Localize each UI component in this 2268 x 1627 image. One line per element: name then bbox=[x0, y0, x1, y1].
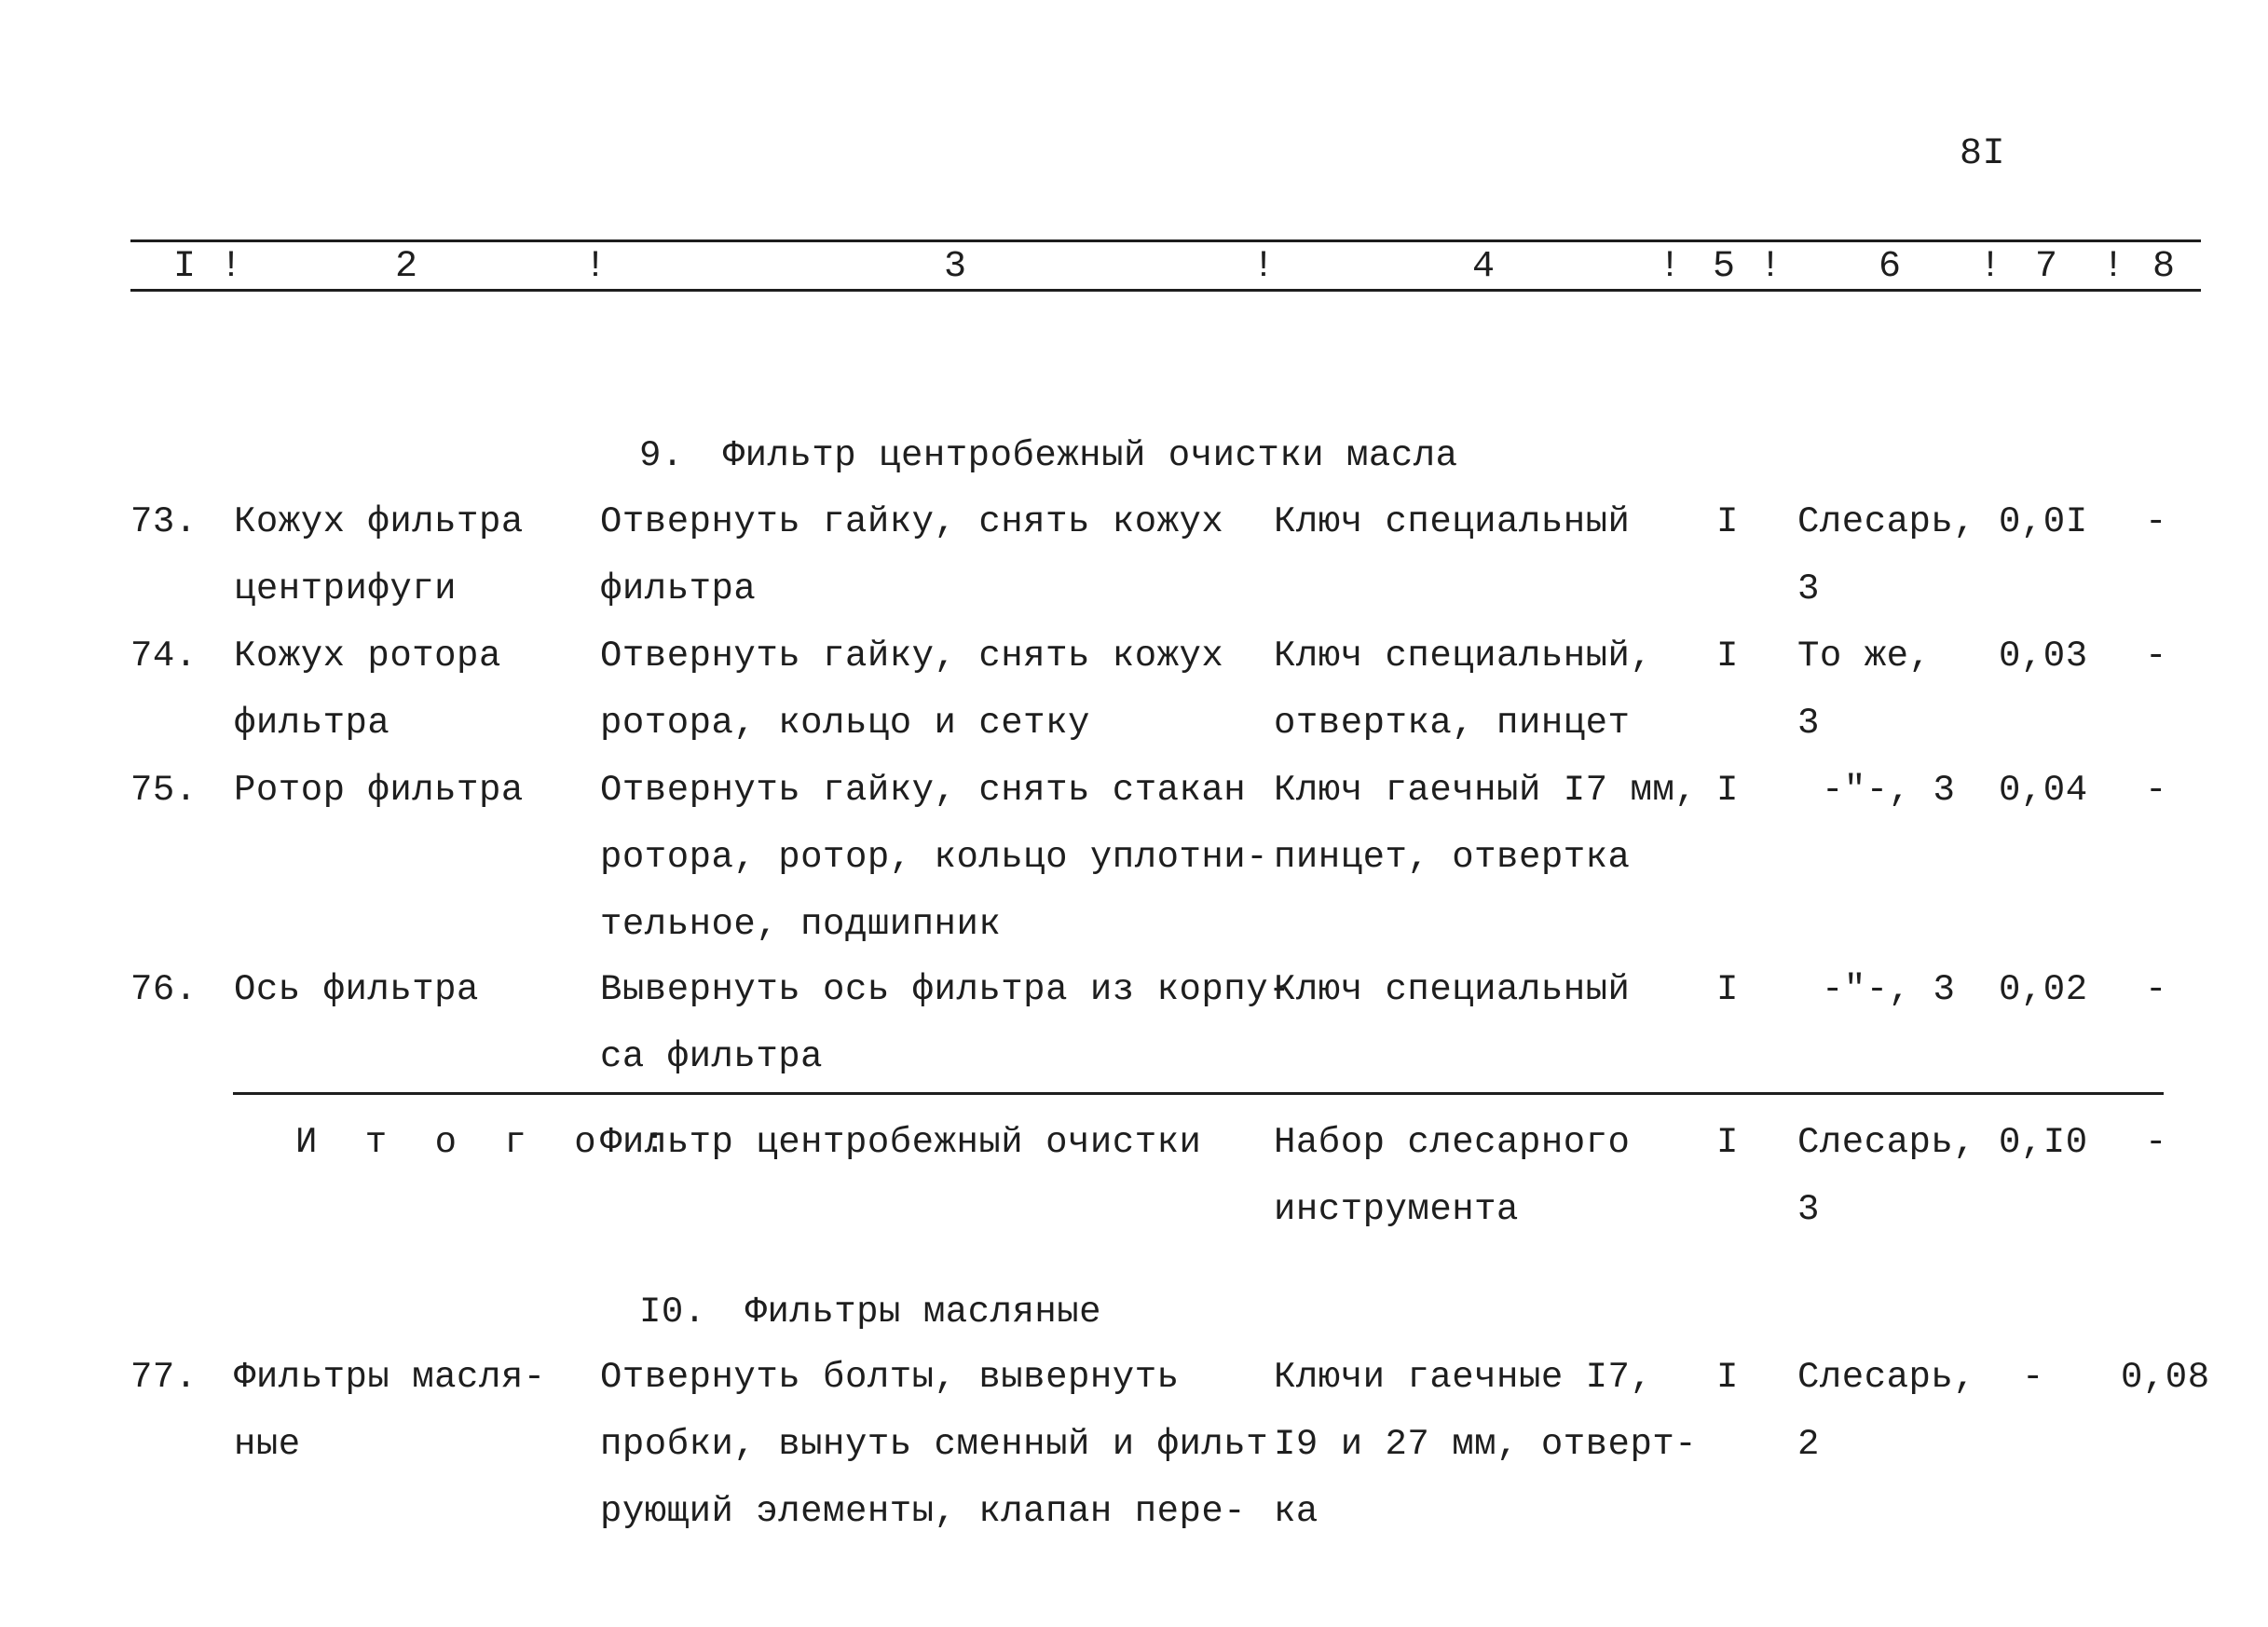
col7-value: 0,03 bbox=[1999, 636, 2088, 677]
col-header-separator: ! bbox=[1759, 246, 1783, 288]
worker-line: Слесарь, bbox=[1797, 501, 1976, 542]
operation-line: Вывернуть ось фильтра из корпу- bbox=[600, 969, 1291, 1010]
col7-value: 0,I0 bbox=[1999, 1122, 2088, 1163]
tools-line: Ключ гаечный I7 мм, bbox=[1274, 770, 1698, 811]
page-number: 8I bbox=[1960, 133, 2006, 175]
quantity: I bbox=[1716, 1357, 1739, 1398]
section-title: Фильтр центробежный очистки масла bbox=[722, 435, 1458, 476]
col8-value: - bbox=[2145, 501, 2167, 542]
operation-line: фильтра bbox=[600, 568, 757, 609]
operation-line: тельное, подшипник bbox=[600, 904, 1002, 945]
tools-line: Ключ специальный bbox=[1274, 501, 1631, 542]
col-header-2: 2 bbox=[395, 246, 418, 288]
col8-value: - bbox=[2145, 969, 2167, 1010]
col-header-7: 7 bbox=[2035, 246, 2058, 288]
row-number: 77. bbox=[130, 1357, 198, 1398]
section-number: I0. bbox=[639, 1292, 706, 1333]
tools-line: отвертка, пинцет bbox=[1274, 703, 1631, 744]
worker-line: 2 bbox=[1797, 1424, 1820, 1465]
col-header-4: 4 bbox=[1472, 246, 1496, 288]
col7-value: 0,04 bbox=[1999, 770, 2088, 811]
row-number: 75. bbox=[130, 770, 198, 811]
col7-value: - bbox=[2022, 1357, 2044, 1398]
part-name-line: ные bbox=[234, 1424, 301, 1465]
quantity: I bbox=[1716, 770, 1739, 811]
total-label: И т о г о : bbox=[295, 1122, 679, 1163]
part-name-line: Кожух ротора bbox=[234, 636, 501, 677]
worker-line: 3 bbox=[1797, 703, 1820, 744]
section-number: 9. bbox=[639, 435, 684, 476]
quantity: I bbox=[1716, 1122, 1739, 1163]
operation-line: Отвернуть гайку, снять стакан bbox=[600, 770, 1247, 811]
row-number: 73. bbox=[130, 501, 198, 542]
col-header-separator: ! bbox=[1979, 246, 2002, 288]
tools-line: Ключ специальный bbox=[1274, 969, 1631, 1010]
tools-line: I9 и 27 мм, отверт- bbox=[1274, 1424, 1698, 1465]
operation-line: ротора, ротор, кольцо уплотни- bbox=[600, 837, 1269, 878]
col7-value: 0,0I bbox=[1999, 501, 2088, 542]
operation-line: Фильтр центробежный очистки bbox=[600, 1122, 1202, 1163]
worker-line: Слесарь, bbox=[1797, 1122, 1976, 1163]
tools-line: пинцет, отвертка bbox=[1274, 837, 1631, 878]
part-name-line: Кожух фильтра bbox=[234, 501, 524, 542]
col-header-8: 8 bbox=[2152, 246, 2176, 288]
col-header-6: 6 bbox=[1879, 246, 1902, 288]
col-header-separator: ! bbox=[2102, 246, 2125, 288]
tools-line: Ключи гаечные I7, bbox=[1274, 1357, 1653, 1398]
worker-line: То же, bbox=[1797, 636, 1932, 677]
section-title: Фильтры масляные bbox=[745, 1292, 1102, 1333]
quantity: I bbox=[1716, 501, 1739, 542]
worker-line: 3 bbox=[1797, 568, 1820, 609]
worker-line: 3 bbox=[1797, 1189, 1820, 1230]
col8-value: 0,08 bbox=[2121, 1357, 2210, 1398]
part-name-line: Фильтры масля- bbox=[234, 1357, 546, 1398]
worker-line: -"-, 3 bbox=[1822, 770, 1956, 811]
col-header-separator: ! bbox=[1659, 246, 1682, 288]
col-header-separator: ! bbox=[584, 246, 608, 288]
part-name-line: Ось фильтра bbox=[234, 969, 479, 1010]
worker-line: Слесарь, bbox=[1797, 1357, 1976, 1398]
section-heading bbox=[639, 422, 1458, 489]
row-number: 76. bbox=[130, 969, 198, 1010]
worker-line: -"-, 3 bbox=[1822, 969, 1956, 1010]
total-rule bbox=[233, 1092, 2164, 1095]
tools-line: ка bbox=[1274, 1491, 1318, 1532]
part-name-line: Ротор фильтра bbox=[234, 770, 524, 811]
col8-value: - bbox=[2145, 770, 2167, 811]
col-header-3: 3 bbox=[944, 246, 967, 288]
quantity: I bbox=[1716, 969, 1739, 1010]
section-heading bbox=[639, 1278, 1101, 1346]
operation-line: Отвернуть болты, вывернуть bbox=[600, 1357, 1180, 1398]
operation-line: са фильтра bbox=[600, 1036, 824, 1077]
col-header-5: 5 bbox=[1713, 246, 1736, 288]
operation-line: Отвернуть гайку, снять кожух bbox=[600, 501, 1224, 542]
col7-value: 0,02 bbox=[1999, 969, 2088, 1010]
part-name-line: центрифуги bbox=[234, 568, 458, 609]
col-header-1: I bbox=[173, 246, 197, 288]
row-number: 74. bbox=[130, 636, 198, 677]
operation-line: пробки, вынуть сменный и фильт bbox=[600, 1424, 1269, 1465]
col-header-separator: ! bbox=[1252, 246, 1276, 288]
col-header-separator: ! bbox=[220, 246, 243, 288]
tools-line: Ключ специальный, bbox=[1274, 636, 1653, 677]
tools-line: инструмента bbox=[1274, 1189, 1519, 1230]
operation-line: Отвернуть гайку, снять кожух bbox=[600, 636, 1224, 677]
operation-line: ротора, кольцо и сетку bbox=[600, 703, 1090, 744]
col8-value: - bbox=[2145, 1122, 2167, 1163]
part-name-line: фильтра bbox=[234, 703, 390, 744]
header-top-rule bbox=[130, 239, 2201, 242]
operation-line: рующий элементы, клапан пере- bbox=[600, 1491, 1247, 1532]
col8-value: - bbox=[2145, 636, 2167, 677]
tools-line: Набор слесарного bbox=[1274, 1122, 1631, 1163]
quantity: I bbox=[1716, 636, 1739, 677]
